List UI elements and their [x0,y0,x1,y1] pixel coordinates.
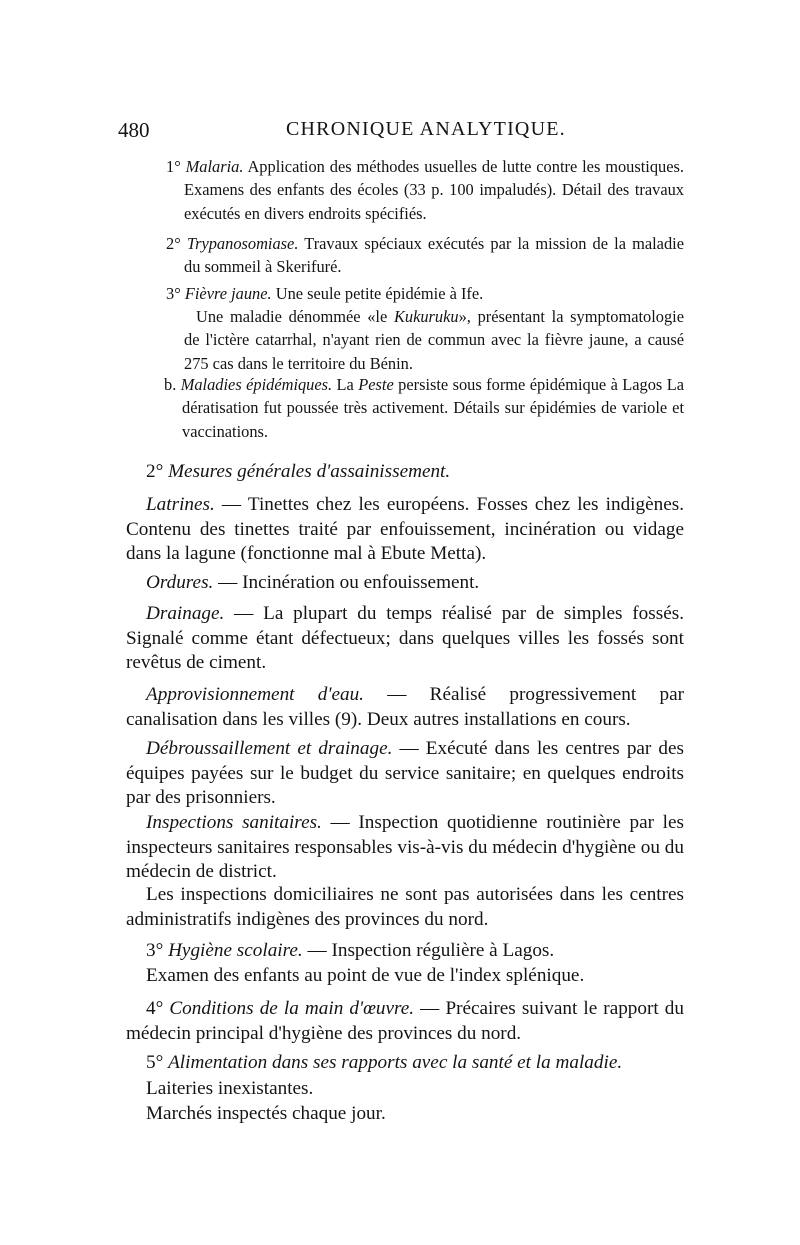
fievre-jaune-title: Fièvre jaune. [184,284,272,303]
peste-term: Peste [358,375,394,394]
malaria-paragraph: 1° Malaria. Application des méthodes usuelles de lutte contre les moustiques. Examens des enfants des écoles (33 p. 100 impaludés). Détail des travaux exécutés en divers endroits spécifiés. [166,157,685,223]
inspections-domiciliaires-paragraph: Les inspections domiciliaires ne sont pas autorisées dans les centres administratifs indigènes des provinces du nord. [126,884,684,930]
eau-title: Approvisionnement d'eau. [146,684,364,705]
kukuruku-paragraph: Une maladie dénommée «le Kukuruku», présentant la symptomatologie de l'ictère catarrhal, n'ayant rien de commun avec la fièvre jaune, a causé 275 cas dans le territoire du Bénin. [184,307,684,373]
marches-line: Marchés inspectés chaque jour. [146,1103,386,1124]
running-title: CHRONIQUE ANALYTIQUE. [286,118,566,140]
inspections-paragraph: Inspections sanitaires. — Inspection quotidienne routinière par les inspecteurs sanitaires responsables vis-à-vis du médecin d'hygiène ou du médecin de district. [126,812,684,883]
ordures-paragraph: Ordures. — Incinération ou enfouissement. [146,572,480,593]
kukuruku-term: Kukuruku [393,307,459,326]
latrines-title: Latrines. [146,494,215,515]
inspections-title: Inspections sanitaires. [146,812,322,833]
latrines-paragraph: Latrines. — Tinettes chez les européens. Fosses chez les indigènes. Contenu des tinettes traité par enfouissement, incinération ou vidage dans la lagune (fonctionne mal à Ebute Metta). [126,494,684,565]
drainage-title: Drainage. [146,603,225,624]
hygiene-scolaire-paragraph: 3° Hygiène scolaire. — Inspection régulière à Lagos. [146,940,555,961]
examen-paragraph: Examen des enfants au point de vue de l'index splénique. [146,965,585,986]
mesures-heading: 2° Mesures générales d'assainissement. [146,461,451,482]
running-header [118,118,678,148]
page-number: 480 [118,118,150,142]
trypanosomiase-title: Trypanosomiase. [186,234,299,253]
ordures-title: Ordures. [146,572,214,593]
conditions-paragraph: 4° Conditions de la main d'œuvre. — Précaires suivant le rapport du médecin principal d'hygiène des provinces du nord. [126,998,684,1044]
malaria-title: Malaria. [185,157,244,176]
hygiene-scolaire-title: Hygiène scolaire. [168,940,303,961]
debroussaillement-paragraph: Débroussaillement et drainage. — Exécuté dans les centres par des équipes payées sur le budget du service sanitaire; en quelques endroits par des prisonniers. [126,738,684,809]
debroussaillement-title: Débroussaillement et drainage. [146,738,393,759]
trypanosomiase-paragraph: 2° Trypanosomiase. Travaux spéciaux exécutés par la mission de la maladie du sommeil à Skerifuré. [166,234,684,277]
eau-paragraph: Approvisionnement d'eau. — Réalisé progressivement par canalisation dans les villes (9). Deux autres installations en cours. [126,684,684,730]
maladies-epidemiques-paragraph: b. Maladies épidémiques. La Peste persiste sous forme épidémique à Lagos La dératisation fut poussée très activement. Détails sur épidémies de variole et vaccinations. [164,375,684,441]
maladies-epidemiques-title: Maladies épidémiques. [180,375,333,394]
alimentation-title: Alimentation dans ses rapports avec la santé et la maladie. [168,1052,623,1073]
mesures-title: Mesures générales d'assainissement. [168,461,451,482]
laiteries-line: Laiteries inexistantes. [146,1078,314,1099]
fievre-jaune-paragraph: 3° Fièvre jaune. Une seule petite épidémie à Ife. [166,284,484,303]
conditions-title: Conditions de la main d'œuvre. [169,998,415,1019]
drainage-paragraph: Drainage. — La plupart du temps réalisé par de simples fossés. Signalé comme étant défectueux; dans quelques villes les fossés sont revêtus de ciment. [126,603,684,674]
alimentation-paragraph: 5° Alimentation dans ses rapports avec la santé et la maladie. [146,1052,623,1073]
